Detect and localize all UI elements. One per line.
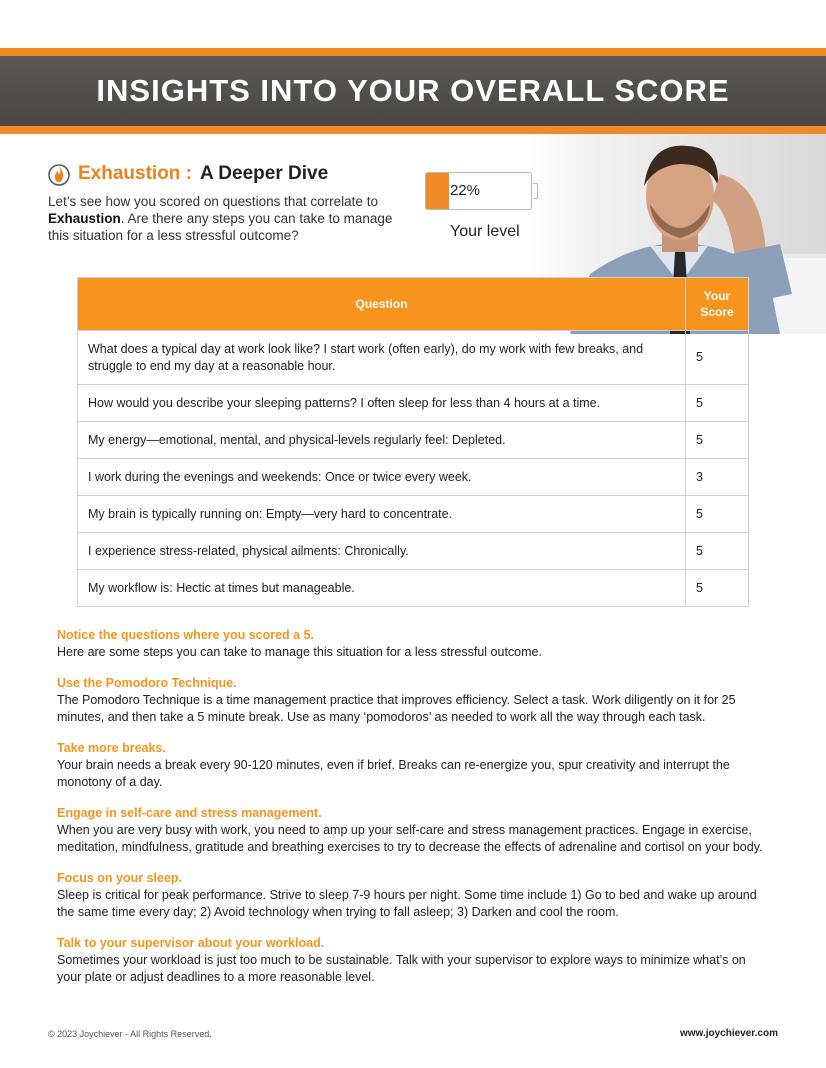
level-battery-cap [533, 183, 538, 199]
intro-text-bold: Exhaustion [48, 211, 121, 226]
footer-copyright: © 2023 Joychiever - All Rights Reserved. [48, 1029, 212, 1039]
page-title: INSIGHTS INTO YOUR OVERALL SCORE [96, 73, 730, 108]
tip-item [57, 805, 772, 856]
question-cell: How would you describe your sleeping patterns? I often sleep for less than 4 hours at a time. [78, 385, 686, 422]
tip-body: Sleep is critical for peak performance. Strive to sleep 7-9 hours per night. Some time include 1) Go to bed and wake up around the same time every day; 2) Avoid technology when trying to fall asleep; 3) Darken and cool the room. [57, 888, 757, 919]
question-column-header: Question [78, 278, 686, 331]
intro-text-part1: Let’s see how you scored on questions that correlate to [48, 194, 378, 209]
tip-heading: Use the Pomodoro Technique. [57, 676, 237, 690]
footer-website-link[interactable]: www.joychiever.com [679, 1028, 778, 1039]
table-row [78, 570, 749, 607]
score-cell: 5 [686, 533, 749, 570]
score-column-header: Your Score [686, 278, 749, 331]
table-row [78, 533, 749, 570]
score-cell: 5 [686, 385, 749, 422]
score-cell: 3 [686, 459, 749, 496]
question-cell: I work during the evenings and weekends: Once or twice every week. [78, 459, 686, 496]
level-label: Your level [450, 223, 520, 240]
page-banner [0, 56, 826, 126]
tip-body: When you are very busy with work, you need to amp up your self-care and stress management practices. Engage in exercise, meditation, mindfulness, gratitude and breathing exercises to try to decrease the effects of adrenaline and cortisol on your body. [57, 823, 763, 854]
question-cell: I experience stress-related, physical ailments: Chronically. [78, 533, 686, 570]
tip-item [57, 935, 772, 986]
tip-item [57, 740, 772, 791]
question-cell: My energy—emotional, mental, and physical-levels regularly feel: Depleted. [78, 422, 686, 459]
tip-item [57, 627, 772, 661]
banner-bottom-stripe [0, 126, 826, 134]
tip-heading: Talk to your supervisor about your workload. [57, 936, 325, 950]
score-table [77, 277, 749, 607]
section-title [48, 162, 328, 186]
banner-top-stripe [0, 48, 826, 56]
tips-section [57, 627, 772, 1000]
tip-item [57, 870, 772, 921]
score-cell: 5 [686, 570, 749, 607]
tip-body: The Pomodoro Technique is a time management practice that improves efficiency. Select a task. Work diligently on it for 25 minutes, and then take a 5 minute break. Use as many ‘pomodoros’ as needed to work all the way through each task. [57, 693, 736, 724]
table-row [78, 331, 749, 385]
section-title-subtitle: A Deeper Dive [200, 163, 329, 184]
tip-heading: Notice the questions where you scored a 5. [57, 628, 315, 642]
intro-text [48, 193, 398, 244]
tip-item [57, 675, 772, 726]
level-battery-fill [426, 173, 449, 209]
score-cell: 5 [686, 422, 749, 459]
tip-body: Your brain needs a break every 90-120 minutes, even if brief. Breaks can re-energize you, spur creativity and interrupt the monotony of a day. [57, 758, 730, 789]
tip-body: Here are some steps you can take to manage this situation for a less stressful outcome. [57, 645, 542, 659]
tip-body: Sometimes your workload is just too much to be sustainable. Talk with your supervisor to explore ways to minimize what’s on your plate or adjust deadlines to a more reasonable level. [57, 953, 746, 984]
level-percent: 22% [450, 182, 481, 199]
flame-icon [48, 162, 70, 186]
question-cell: My workflow is: Hectic at times but manageable. [78, 570, 686, 607]
tip-heading: Take more breaks. [57, 741, 166, 755]
tip-heading: Engage in self-care and stress management. [57, 806, 322, 820]
table-row [78, 496, 749, 533]
table-row [78, 385, 749, 422]
score-cell: 5 [686, 496, 749, 533]
table-row [78, 459, 749, 496]
table-header-row [78, 278, 749, 331]
question-cell: What does a typical day at work look like? I start work (often early), do my work with few breaks, and struggle to end my day at a reasonable hour. [78, 331, 686, 385]
intro-text-part2: . Are there any steps you can take to manage this situation for a less stressful outcome? [48, 211, 393, 243]
tip-heading: Focus on your sleep. [57, 871, 183, 885]
question-cell: My brain is typically running on: Empty—very hard to concentrate. [78, 496, 686, 533]
table-row [78, 422, 749, 459]
section-title-topic: Exhaustion : [78, 163, 193, 184]
score-cell: 5 [686, 331, 749, 385]
